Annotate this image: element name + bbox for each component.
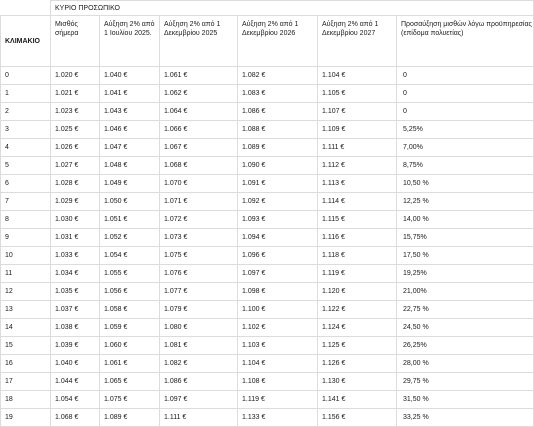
table-row	[1, 355, 534, 373]
increase-dec-2025-cell: 1.077 €	[160, 283, 238, 301]
klimakio-cell: 1	[1, 85, 51, 103]
table-row	[1, 193, 534, 211]
increase-dec-2025-cell: 1.062 €	[160, 85, 238, 103]
table-row	[1, 229, 534, 247]
klimakio-cell: 14	[1, 319, 51, 337]
increase-dec-2027-cell: 1.104 €	[318, 67, 397, 85]
increase-dec-2025-cell: 1.061 €	[160, 67, 238, 85]
klimakio-cell: 2	[1, 103, 51, 121]
increase-july-2025-cell: 1.051 €	[100, 211, 160, 229]
increase-dec-2027-cell: 1.118 €	[318, 247, 397, 265]
increase-july-2025-cell: 1.040 €	[100, 67, 160, 85]
klimakio-cell: 18	[1, 391, 51, 409]
increase-dec-2025-cell: 1.082 €	[160, 355, 238, 373]
increase-dec-2025-cell: 1.072 €	[160, 211, 238, 229]
increase-dec-2027-cell: 1.114 €	[318, 193, 397, 211]
table-row	[1, 103, 534, 121]
seniority-allowance-cell: 12,25 %	[397, 193, 534, 211]
increase-dec-2026-cell: 1.094 €	[238, 229, 318, 247]
increase-dec-2025-cell: 1.071 €	[160, 193, 238, 211]
seniority-allowance-cell: 26,25%	[397, 337, 534, 355]
increase-dec-2027-cell: 1.130 €	[318, 373, 397, 391]
seniority-allowance-cell: 29,75 %	[397, 373, 534, 391]
increase-dec-2027-cell: 1.109 €	[318, 121, 397, 139]
increase-dec-2027-cell: 1.105 €	[318, 85, 397, 103]
table-row	[1, 337, 534, 355]
col-header-misthos: Μισθός σήμερα	[51, 16, 100, 67]
seniority-allowance-cell: 7,00%	[397, 139, 534, 157]
increase-dec-2026-cell: 1.089 €	[238, 139, 318, 157]
klimakio-cell: 13	[1, 301, 51, 319]
misthos-cell: 1.023 €	[51, 103, 100, 121]
increase-dec-2026-cell: 1.096 €	[238, 247, 318, 265]
misthos-cell: 1.039 €	[51, 337, 100, 355]
col-header-klimakio: ΚΛΙΜΑΚΙΟ	[1, 16, 51, 67]
increase-july-2025-cell: 1.061 €	[100, 355, 160, 373]
increase-dec-2026-cell: 1.100 €	[238, 301, 318, 319]
table-row	[1, 211, 534, 229]
seniority-allowance-cell: 21,00%	[397, 283, 534, 301]
increase-dec-2027-cell: 1.113 €	[318, 175, 397, 193]
misthos-cell: 1.021 €	[51, 85, 100, 103]
misthos-cell: 1.030 €	[51, 211, 100, 229]
increase-july-2025-cell: 1.049 €	[100, 175, 160, 193]
table-row	[1, 85, 534, 103]
seniority-allowance-cell: 24,50 %	[397, 319, 534, 337]
col-header-increase-dec-2027: Αύξηση 2% από 1 Δεκεμβρίου 2027	[318, 16, 397, 67]
misthos-cell: 1.020 €	[51, 67, 100, 85]
col-header-seniority-allowance: Προσαύξηση μισθών λόγω προϋπηρεσίας (επίδομα πολυετίας)	[397, 16, 534, 67]
klimakio-cell: 12	[1, 283, 51, 301]
increase-dec-2027-cell: 1.120 €	[318, 283, 397, 301]
klimakio-cell: 15	[1, 337, 51, 355]
misthos-cell: 1.033 €	[51, 247, 100, 265]
table-body	[1, 67, 534, 427]
increase-dec-2026-cell: 1.088 €	[238, 121, 318, 139]
klimakio-cell: 5	[1, 157, 51, 175]
misthos-cell: 1.040 €	[51, 355, 100, 373]
seniority-allowance-cell: 0	[397, 67, 534, 85]
increase-dec-2027-cell: 1.111 €	[318, 139, 397, 157]
seniority-allowance-cell: 17,50 %	[397, 247, 534, 265]
increase-dec-2025-cell: 1.079 €	[160, 301, 238, 319]
increase-dec-2025-cell: 1.086 €	[160, 373, 238, 391]
increase-dec-2025-cell: 1.097 €	[160, 391, 238, 409]
misthos-cell: 1.068 €	[51, 409, 100, 427]
increase-dec-2026-cell: 1.098 €	[238, 283, 318, 301]
increase-july-2025-cell: 1.043 €	[100, 103, 160, 121]
table-row	[1, 121, 534, 139]
seniority-allowance-cell: 22,75 %	[397, 301, 534, 319]
table-row	[1, 265, 534, 283]
misthos-cell: 1.054 €	[51, 391, 100, 409]
klimakio-cell: 3	[1, 121, 51, 139]
table-row	[1, 409, 534, 427]
seniority-allowance-cell: 15,75%	[397, 229, 534, 247]
table-head	[1, 1, 534, 67]
increase-dec-2026-cell: 1.082 €	[238, 67, 318, 85]
increase-dec-2026-cell: 1.119 €	[238, 391, 318, 409]
increase-july-2025-cell: 1.041 €	[100, 85, 160, 103]
increase-july-2025-cell: 1.052 €	[100, 229, 160, 247]
table-row	[1, 391, 534, 409]
increase-dec-2025-cell: 1.111 €	[160, 409, 238, 427]
increase-dec-2025-cell: 1.068 €	[160, 157, 238, 175]
seniority-allowance-cell: 28,00 %	[397, 355, 534, 373]
misthos-cell: 1.044 €	[51, 373, 100, 391]
table-row	[1, 247, 534, 265]
seniority-allowance-cell: 14,00 %	[397, 211, 534, 229]
seniority-allowance-cell: 33,25 %	[397, 409, 534, 427]
increase-dec-2025-cell: 1.080 €	[160, 319, 238, 337]
increase-dec-2026-cell: 1.083 €	[238, 85, 318, 103]
misthos-cell: 1.037 €	[51, 301, 100, 319]
increase-dec-2026-cell: 1.108 €	[238, 373, 318, 391]
increase-dec-2027-cell: 1.124 €	[318, 319, 397, 337]
increase-july-2025-cell: 1.056 €	[100, 283, 160, 301]
table-row	[1, 319, 534, 337]
increase-dec-2027-cell: 1.112 €	[318, 157, 397, 175]
misthos-cell: 1.026 €	[51, 139, 100, 157]
increase-dec-2026-cell: 1.092 €	[238, 193, 318, 211]
misthos-cell: 1.027 €	[51, 157, 100, 175]
seniority-allowance-cell: 19,25%	[397, 265, 534, 283]
column-header-row	[1, 16, 534, 67]
increase-july-2025-cell: 1.089 €	[100, 409, 160, 427]
misthos-cell: 1.034 €	[51, 265, 100, 283]
table-row	[1, 283, 534, 301]
group-header-cell: ΚΥΡΙΟ ΠΡΟΣΩΠΙΚΟ	[51, 1, 534, 16]
group-header-empty-cell	[1, 1, 51, 16]
increase-dec-2027-cell: 1.156 €	[318, 409, 397, 427]
increase-july-2025-cell: 1.048 €	[100, 157, 160, 175]
table-row	[1, 157, 534, 175]
increase-july-2025-cell: 1.058 €	[100, 301, 160, 319]
klimakio-cell: 17	[1, 373, 51, 391]
seniority-allowance-cell: 5,25%	[397, 121, 534, 139]
increase-dec-2027-cell: 1.125 €	[318, 337, 397, 355]
increase-july-2025-cell: 1.060 €	[100, 337, 160, 355]
increase-dec-2025-cell: 1.075 €	[160, 247, 238, 265]
klimakio-cell: 4	[1, 139, 51, 157]
increase-dec-2026-cell: 1.093 €	[238, 211, 318, 229]
increase-dec-2027-cell: 1.107 €	[318, 103, 397, 121]
table-row	[1, 175, 534, 193]
col-header-increase-july-2025: Αύξηση 2% από 1 Ιουλίου 2025.	[100, 16, 160, 67]
increase-july-2025-cell: 1.050 €	[100, 193, 160, 211]
increase-dec-2025-cell: 1.064 €	[160, 103, 238, 121]
seniority-allowance-cell: 10,50 %	[397, 175, 534, 193]
increase-dec-2025-cell: 1.076 €	[160, 265, 238, 283]
increase-dec-2026-cell: 1.103 €	[238, 337, 318, 355]
increase-dec-2026-cell: 1.102 €	[238, 319, 318, 337]
increase-dec-2027-cell: 1.116 €	[318, 229, 397, 247]
increase-dec-2025-cell: 1.066 €	[160, 121, 238, 139]
seniority-allowance-cell: 8,75%	[397, 157, 534, 175]
increase-dec-2027-cell: 1.122 €	[318, 301, 397, 319]
seniority-allowance-cell: 0	[397, 103, 534, 121]
misthos-cell: 1.025 €	[51, 121, 100, 139]
increase-dec-2026-cell: 1.104 €	[238, 355, 318, 373]
klimakio-cell: 7	[1, 193, 51, 211]
klimakio-cell: 8	[1, 211, 51, 229]
table-row	[1, 373, 534, 391]
seniority-allowance-cell: 0	[397, 85, 534, 103]
increase-dec-2025-cell: 1.081 €	[160, 337, 238, 355]
increase-july-2025-cell: 1.065 €	[100, 373, 160, 391]
group-header-row	[1, 1, 534, 16]
increase-dec-2025-cell: 1.070 €	[160, 175, 238, 193]
klimakio-cell: 9	[1, 229, 51, 247]
klimakio-cell: 0	[1, 67, 51, 85]
increase-dec-2026-cell: 1.097 €	[238, 265, 318, 283]
misthos-cell: 1.035 €	[51, 283, 100, 301]
seniority-allowance-cell: 31,50 %	[397, 391, 534, 409]
misthos-cell: 1.038 €	[51, 319, 100, 337]
table-row	[1, 301, 534, 319]
klimakio-cell: 16	[1, 355, 51, 373]
increase-dec-2026-cell: 1.133 €	[238, 409, 318, 427]
klimakio-cell: 6	[1, 175, 51, 193]
increase-july-2025-cell: 1.059 €	[100, 319, 160, 337]
increase-dec-2026-cell: 1.091 €	[238, 175, 318, 193]
increase-dec-2026-cell: 1.090 €	[238, 157, 318, 175]
increase-dec-2026-cell: 1.086 €	[238, 103, 318, 121]
increase-july-2025-cell: 1.054 €	[100, 247, 160, 265]
increase-dec-2027-cell: 1.119 €	[318, 265, 397, 283]
misthos-cell: 1.031 €	[51, 229, 100, 247]
misthos-cell: 1.028 €	[51, 175, 100, 193]
table-row	[1, 67, 534, 85]
klimakio-cell: 19	[1, 409, 51, 427]
increase-dec-2027-cell: 1.141 €	[318, 391, 397, 409]
table-row	[1, 139, 534, 157]
increase-july-2025-cell: 1.047 €	[100, 139, 160, 157]
col-header-increase-dec-2025: Αύξηση 2% από 1 Δεκεμβρίου 2025	[160, 16, 238, 67]
increase-dec-2025-cell: 1.067 €	[160, 139, 238, 157]
increase-dec-2025-cell: 1.073 €	[160, 229, 238, 247]
increase-dec-2027-cell: 1.126 €	[318, 355, 397, 373]
col-header-increase-dec-2026: Αύξηση 2% από 1 Δεκεμβρίου 2026	[238, 16, 318, 67]
increase-july-2025-cell: 1.075 €	[100, 391, 160, 409]
increase-dec-2027-cell: 1.115 €	[318, 211, 397, 229]
increase-july-2025-cell: 1.055 €	[100, 265, 160, 283]
klimakio-cell: 10	[1, 247, 51, 265]
klimakio-cell: 11	[1, 265, 51, 283]
misthos-cell: 1.029 €	[51, 193, 100, 211]
increase-july-2025-cell: 1.046 €	[100, 121, 160, 139]
